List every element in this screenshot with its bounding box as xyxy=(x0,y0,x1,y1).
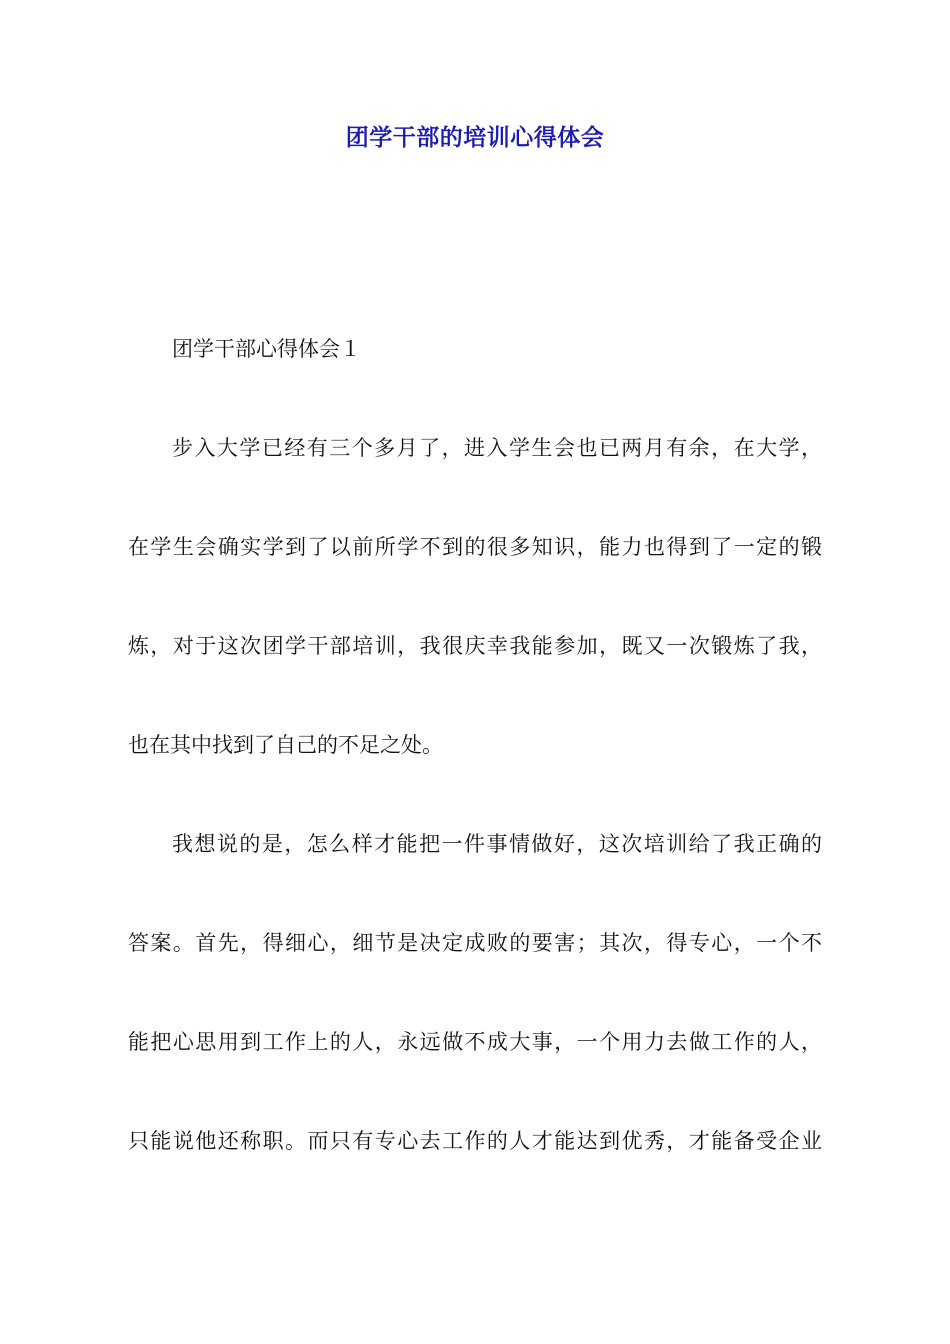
paragraph-line: 答案。首先，得细心，细节是决定成败的要害；其次，得专心，一个不 xyxy=(128,931,822,955)
paragraph-line: 能把心思用到工作上的人，永远做不成大事，一个用力去做工作的人， xyxy=(128,1030,822,1054)
paragraph-2 xyxy=(128,795,822,1191)
document-body xyxy=(128,300,822,1191)
paragraph-line: 炼，对于这次团学干部培训，我很庆幸我能参加，既又一次锻炼了我， xyxy=(128,634,822,658)
paragraph-line: 我想说的是，怎么样才能把一件事情做好，这次培训给了我正确的 xyxy=(172,832,822,856)
paragraph-line: 在学生会确实学到了以前所学不到的很多知识，能力也得到了一定的锻 xyxy=(128,535,822,559)
document-title: 团学干部的培训心得体会 xyxy=(345,125,605,151)
paragraph-line: 步入大学已经有三个多月了，进入学生会也已两月有余，在大学， xyxy=(172,436,822,460)
section-heading: 团学干部心得体会１ xyxy=(172,337,361,361)
paragraph-line: 也在其中找到了自己的不足之处。 xyxy=(128,733,443,757)
paragraph-line: 只能说他还称职。而只有专心去工作的人才能达到优秀，才能备受企业 xyxy=(128,1129,822,1153)
paragraph-1 xyxy=(128,399,822,795)
paragraph-heading xyxy=(128,300,822,399)
